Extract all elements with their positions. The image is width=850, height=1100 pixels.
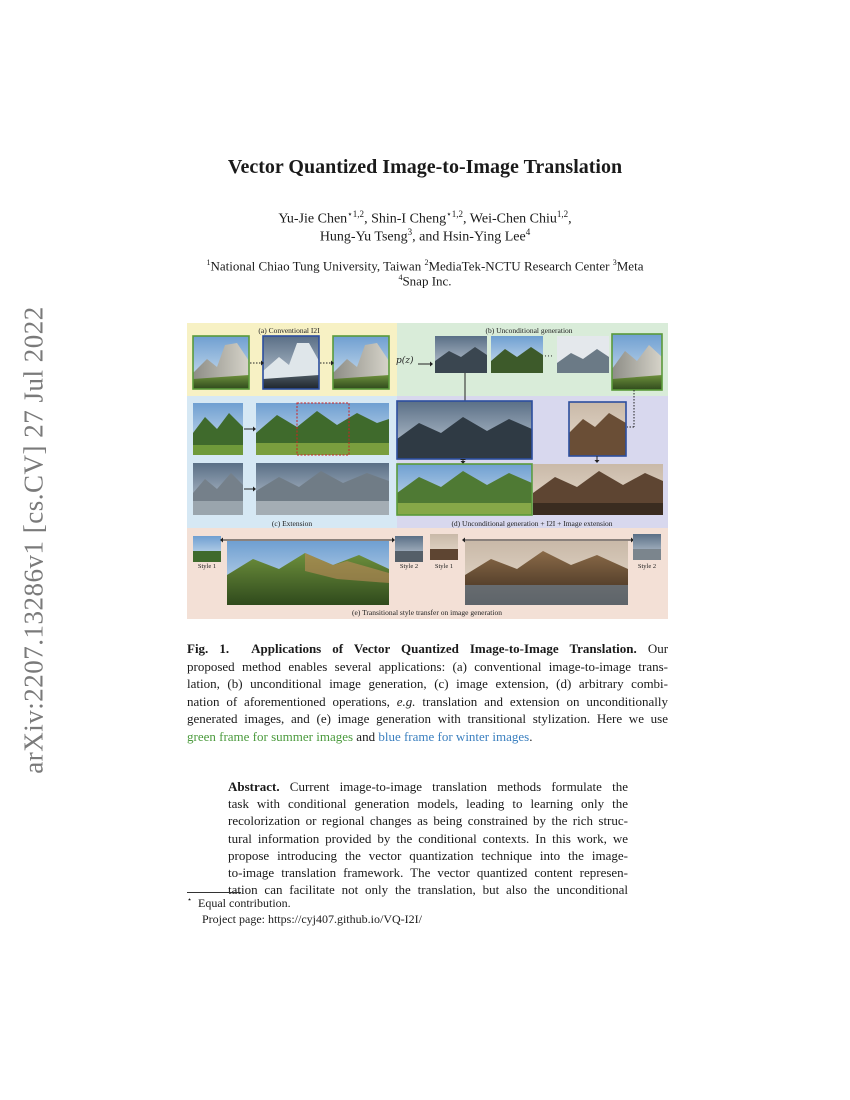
author-affil-sup: ⋆1,2 <box>347 209 365 219</box>
affiliation: National Chiao Tung University, Taiwan <box>210 258 425 274</box>
panel-a-label: (a) Conventional I2I <box>258 326 320 335</box>
arxiv-id-text: arXiv:2207.13286v1 [cs.CV] 27 Jul 2022 <box>18 306 49 774</box>
affil-sup: 2 <box>424 258 429 267</box>
panel-d-label: (d) Unconditional generation + I2I + Image extension <box>451 519 613 528</box>
footnote-star: ⋆ <box>187 895 193 904</box>
author-sep: , <box>364 211 372 227</box>
author-affil-sup: 3 <box>407 227 413 237</box>
abstract-text: Current image-to-image translation methods formulate the <box>279 779 628 794</box>
panel-c-label: (c) Extension <box>271 519 313 528</box>
footnote-project-page: Project page: https://cyj407.github.io/VQ-I2I/ <box>202 912 422 926</box>
affiliation: Meta <box>616 258 644 274</box>
caption-line: generated images, and (e) image generation with transitional stylization. Here we use <box>187 711 668 726</box>
style-1-label: Style 1 <box>434 563 454 570</box>
affiliation: MediaTek-NCTU Research Center <box>428 258 613 274</box>
author-name: Wei-Chen Chiu <box>469 211 557 227</box>
figure-1 <box>187 323 668 619</box>
arxiv-stamp <box>14 305 54 775</box>
affil-sup: 3 <box>612 258 617 267</box>
green-frame-note: green frame for summer images <box>187 728 354 744</box>
caption-line: proposed method enables several applications: (a) conventional image-to-image trans- <box>187 658 668 674</box>
affil-sup: 1 <box>206 258 211 267</box>
pz-label: p(z) <box>396 356 414 366</box>
abstract-line: tural information provided by the conditional contexts. In this work, we <box>228 830 628 846</box>
abstract-line <box>228 778 628 795</box>
abstract-label: Abstract. <box>228 779 280 794</box>
author-affil-sup: 4 <box>525 227 531 237</box>
figure-canvas <box>187 323 668 619</box>
footnote-rule <box>187 892 241 893</box>
author-sep: , <box>463 211 470 227</box>
author-name: Hsin-Ying Lee <box>442 229 526 245</box>
abstract-line: recolorization or regional changes as being constrained by the rich struc- <box>228 813 628 829</box>
caption-text: nation of aforementioned operations, <box>187 693 397 709</box>
caption-text: . <box>529 728 533 744</box>
abstract <box>228 778 628 898</box>
abstract-line: tation can facilitate not only the translation, but also the unconditional <box>228 882 628 898</box>
caption-text: translation and extension on unconditionally <box>415 693 668 709</box>
blue-frame-note: blue frame for winter images <box>378 728 530 744</box>
figure-caption <box>187 640 668 745</box>
caption-eg: e.g. <box>396 693 416 709</box>
abstract-line: task with conditional generation models, leading to learning only the <box>228 796 628 812</box>
caption-text: Our <box>647 641 669 656</box>
caption-line <box>187 640 668 658</box>
author-line-1 <box>0 209 850 228</box>
footnote-text: Equal contribution. <box>198 896 291 910</box>
caption-label: Fig. 1. <box>187 641 230 656</box>
author-sep: , and <box>412 229 443 245</box>
style-2-label: Style 2 <box>399 563 419 570</box>
caption-title: Applications of Vector Quantized Image-to-Image Translation. <box>251 641 637 656</box>
author-sep: , <box>568 211 572 227</box>
caption-text: and <box>353 728 379 744</box>
affiliations-line-2 <box>0 273 850 289</box>
author-name: Hung-Yu Tseng <box>319 229 408 245</box>
abstract-line: to-image translation framework. The vector quantized content represen- <box>228 864 628 880</box>
panel-e-label: (e) Transitional style transfer on image generation <box>352 608 502 617</box>
affiliation: Snap Inc. <box>402 273 452 289</box>
style-2-label: Style 2 <box>637 563 657 570</box>
author-name: Yu-Jie Chen <box>278 211 348 227</box>
affil-sup: 4 <box>398 273 403 282</box>
style-1-label: Style 1 <box>197 563 217 570</box>
abstract-line: propose introducing the vector quantization technique into the image- <box>228 847 628 863</box>
author-affil-sup: ⋆1,2 <box>446 209 464 219</box>
footnote-equal-contribution <box>187 895 291 911</box>
author-affil-sup: 1,2 <box>556 209 569 219</box>
author-name: Shin-I Cheng <box>371 211 447 227</box>
author-line-2 <box>0 227 850 246</box>
affiliations-line-1 <box>0 258 850 274</box>
caption-line: lation, (b) unconditional image generation, (c) image extension, (d) arbitrary combi- <box>187 676 668 691</box>
caption-line <box>187 693 668 711</box>
panel-a-images <box>193 336 389 389</box>
caption-line <box>187 728 668 746</box>
paper-title: Vector Quantized Image-to-Image Translation <box>227 156 623 178</box>
ellipsis-label: ··· <box>544 351 553 361</box>
panel-b-label: (b) Unconditional generation <box>485 326 573 335</box>
